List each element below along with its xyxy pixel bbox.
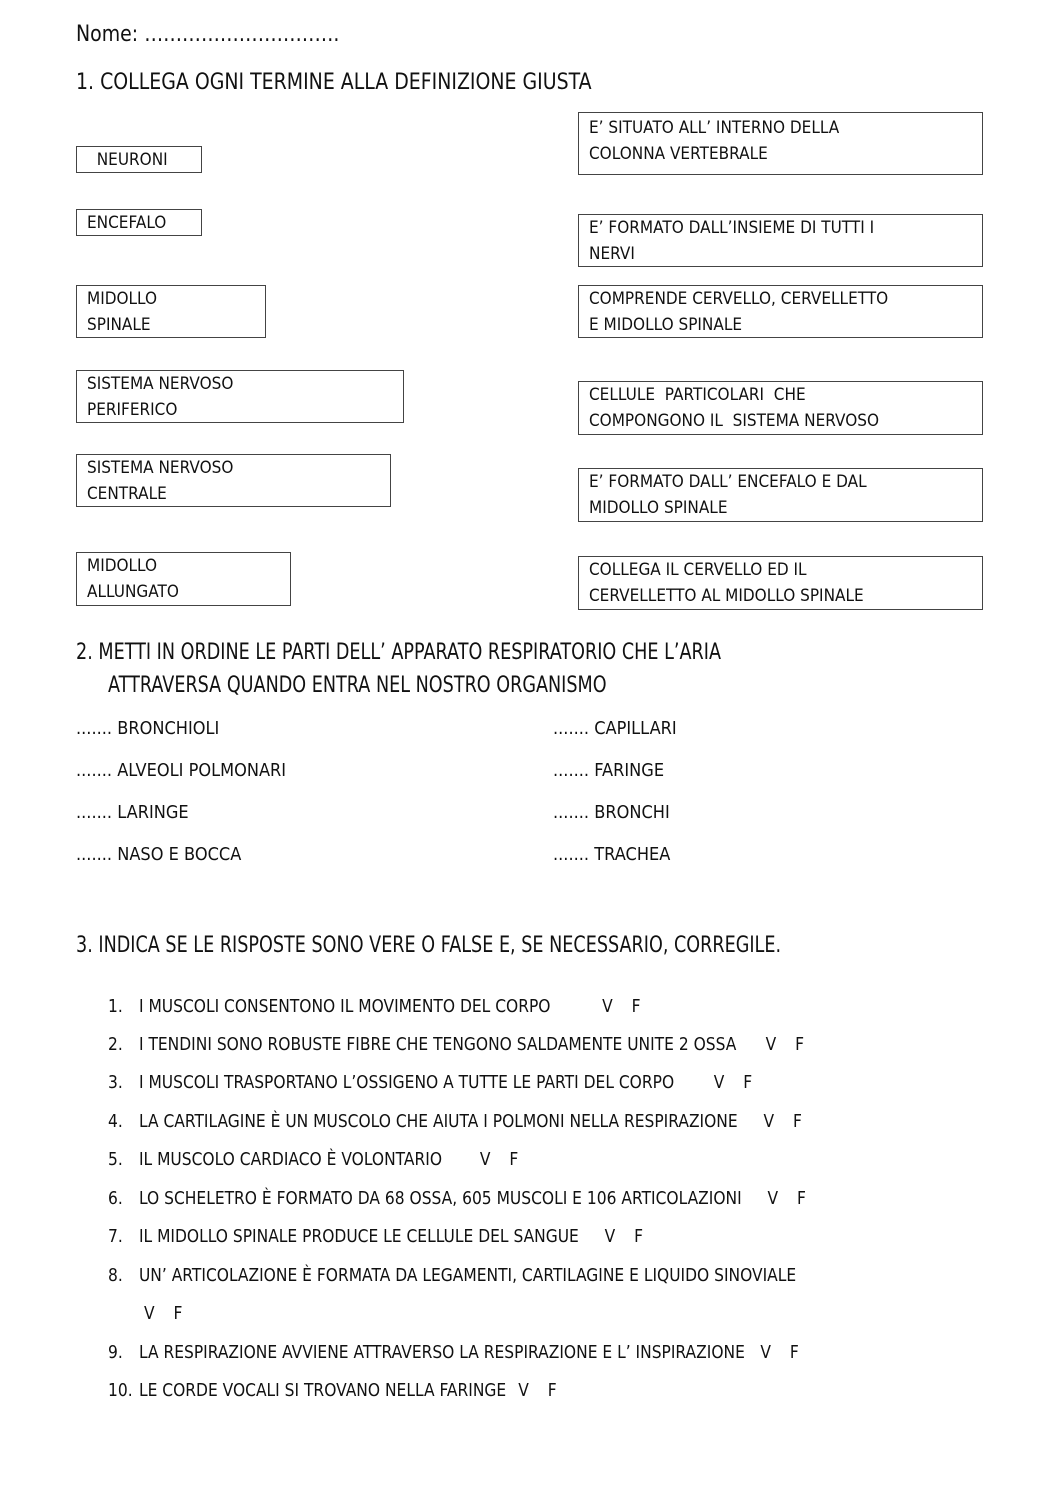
true-option[interactable]: V	[765, 1034, 777, 1055]
true-option[interactable]: V	[479, 1149, 491, 1170]
true-false-item	[108, 1111, 802, 1132]
true-option[interactable]: V	[760, 1342, 771, 1363]
true-false-item	[108, 1072, 752, 1093]
term-box-midollo-spinale[interactable]	[76, 285, 266, 338]
true-false-item	[108, 1226, 643, 1247]
true-false-item	[108, 1265, 796, 1286]
false-option[interactable]: F	[173, 1303, 183, 1324]
order-label: ALVEOLI POLMONARI	[117, 760, 287, 781]
true-false-item	[108, 1034, 804, 1055]
vf-choices	[605, 1226, 643, 1247]
section3-title: 3. INDICA SE LE RISPOSTE SONO VERE O FALSE E, SE NECESSARIO, CORREGILE.	[76, 933, 782, 958]
definition-box-1[interactable]	[578, 112, 983, 175]
order-blank[interactable]: .......	[553, 844, 590, 865]
definition-text: E’ FORMATO DALL’ ENCEFALO E DAL	[589, 472, 867, 492]
true-option[interactable]: V	[518, 1380, 529, 1401]
item-statement: I MUSCOLI CONSENTONO IL MOVIMENTO DEL CORPO	[138, 996, 551, 1017]
order-blank[interactable]: .......	[76, 718, 113, 739]
item-statement: LE CORDE VOCALI SI TROVANO NELLA FARINGE	[138, 1380, 507, 1401]
vf-choices	[480, 1149, 518, 1170]
item-statement: LA RESPIRAZIONE AVVIENE ATTRAVERSO LA RESPIRAZIONE E L’ INSPIRAZIONE	[138, 1342, 745, 1363]
vf-choices	[602, 996, 640, 1017]
vf-choices	[144, 1303, 182, 1324]
false-option[interactable]: F	[509, 1149, 519, 1170]
term-box-encefalo[interactable]	[76, 209, 202, 236]
item-number: 3.	[108, 1072, 123, 1093]
item-statement: UN’ ARTICOLAZIONE È FORMATA DA LEGAMENTI, CARTILAGINE E LIQUIDO SINOVIALE	[138, 1265, 797, 1286]
order-blank[interactable]: .......	[76, 760, 113, 781]
item-number: 6.	[108, 1188, 123, 1209]
definition-text: CELLULE PARTICOLARI CHE	[589, 385, 806, 405]
order-label: LARINGE	[117, 802, 189, 823]
term-box-snc[interactable]	[76, 454, 391, 507]
order-blank[interactable]: .......	[553, 802, 590, 823]
false-option[interactable]: F	[796, 1188, 806, 1209]
true-option[interactable]: V	[602, 996, 613, 1017]
item-statement: I MUSCOLI TRASPORTANO L’OSSIGENO A TUTTE LE PARTI DEL CORPO	[138, 1072, 675, 1093]
false-option[interactable]: F	[631, 996, 641, 1017]
definition-text: E MIDOLLO SPINALE	[589, 315, 743, 335]
term-text: MIDOLLO	[87, 289, 158, 309]
order-blank[interactable]: .......	[553, 718, 590, 739]
item-number: 7.	[108, 1226, 123, 1247]
order-label: BRONCHIOLI	[117, 718, 220, 739]
term-text: NEURONI	[87, 150, 168, 170]
term-box-snp[interactable]	[76, 370, 404, 423]
item-number: 2.	[108, 1034, 123, 1055]
definition-box-5[interactable]	[578, 468, 983, 522]
vf-choices	[763, 1111, 801, 1132]
true-option[interactable]: V	[767, 1188, 779, 1209]
order-item-right	[553, 718, 677, 739]
vf-choices	[518, 1380, 556, 1401]
definition-text: MIDOLLO SPINALE	[589, 498, 728, 518]
definition-text: NERVI	[589, 244, 635, 264]
order-blank[interactable]: .......	[76, 844, 113, 865]
definition-text: E’ SITUATO ALL’ INTERNO DELLA	[589, 118, 840, 138]
vf-choices	[767, 1188, 805, 1209]
term-text: CENTRALE	[87, 484, 167, 504]
order-item-right	[553, 844, 670, 865]
true-false-item	[108, 1188, 806, 1209]
order-item-left	[76, 718, 219, 739]
definition-text: COMPRENDE CERVELLO, CERVELLETTO	[589, 289, 889, 309]
true-option[interactable]: V	[763, 1111, 775, 1132]
section2-title-line1: 2. METTI IN ORDINE LE PARTI DELL’ APPARATO RESPIRATORIO CHE L’ARIA	[76, 640, 722, 665]
term-text: SISTEMA NERVOSO	[87, 374, 234, 394]
item-statement: LO SCHELETRO È FORMATO DA 68 OSSA, 605 MUSCOLI E 106 ARTICOLAZIONI	[138, 1188, 742, 1209]
item-statement: IL MIDOLLO SPINALE PRODUCE LE CELLULE DEL SANGUE	[138, 1226, 579, 1247]
definition-box-3[interactable]	[578, 285, 983, 338]
true-option[interactable]: V	[144, 1303, 155, 1324]
true-false-item	[108, 996, 641, 1017]
item-number: 5.	[108, 1149, 123, 1170]
item-number: 1.	[108, 996, 123, 1017]
item-number: 8.	[108, 1265, 123, 1286]
section2-title-line2: ATTRAVERSA QUANDO ENTRA NEL NOSTRO ORGANISMO	[108, 673, 607, 698]
vf-choices	[766, 1034, 804, 1055]
name-field[interactable]: Nome: ………………………….	[76, 22, 340, 47]
false-option[interactable]: F	[792, 1111, 802, 1132]
true-option[interactable]: V	[604, 1226, 616, 1247]
order-label: FARINGE	[594, 760, 665, 781]
item-number: 4.	[108, 1111, 123, 1132]
item-number: 10.	[108, 1380, 133, 1401]
term-text: ENCEFALO	[87, 213, 167, 233]
true-false-item	[108, 1342, 799, 1363]
item-statement: IL MUSCOLO CARDIACO È VOLONTARIO	[138, 1149, 443, 1170]
order-blank[interactable]: .......	[553, 760, 590, 781]
item-statement: I TENDINI SONO ROBUSTE FIBRE CHE TENGONO SALDAMENTE UNITE 2 OSSA	[138, 1034, 737, 1055]
order-label: CAPILLARI	[594, 718, 677, 739]
order-item-right	[553, 760, 664, 781]
true-false-item	[108, 1380, 557, 1401]
vf-wrap-line	[144, 1303, 182, 1324]
term-text: SISTEMA NERVOSO	[87, 458, 234, 478]
term-text: PERIFERICO	[87, 400, 178, 420]
definition-text: COLLEGA IL CERVELLO ED IL	[589, 560, 807, 580]
term-text: SPINALE	[87, 315, 151, 335]
order-label: BRONCHI	[594, 802, 670, 823]
false-option[interactable]: F	[743, 1072, 753, 1093]
definition-text: CERVELLETTO AL MIDOLLO SPINALE	[589, 586, 864, 606]
vf-choices	[760, 1342, 798, 1363]
true-option[interactable]: V	[713, 1072, 725, 1093]
order-label: NASO E BOCCA	[117, 844, 242, 865]
definition-text: COLONNA VERTEBRALE	[589, 144, 768, 164]
order-item-left	[76, 760, 286, 781]
section1-title: 1. COLLEGA OGNI TERMINE ALLA DEFINIZIONE GIUSTA	[76, 70, 592, 95]
term-text: MIDOLLO	[87, 556, 158, 576]
term-box-neuroni[interactable]	[76, 146, 202, 173]
order-item-right	[553, 802, 670, 823]
definition-box-2[interactable]	[578, 214, 983, 267]
definition-text: E’ FORMATO DALL’INSIEME DI TUTTI I	[589, 218, 875, 238]
true-false-item	[108, 1149, 518, 1170]
term-text: ALLUNGATO	[87, 582, 179, 602]
vf-choices	[714, 1072, 752, 1093]
item-number: 9.	[108, 1342, 123, 1363]
false-option[interactable]: F	[634, 1226, 644, 1247]
order-blank[interactable]: .......	[76, 802, 113, 823]
false-option[interactable]: F	[795, 1034, 804, 1055]
order-label: TRACHEA	[594, 844, 671, 865]
false-option[interactable]: F	[789, 1342, 799, 1363]
item-statement: LA CARTILAGINE È UN MUSCOLO CHE AIUTA I POLMONI NELLA RESPIRAZIONE	[138, 1111, 738, 1132]
false-option[interactable]: F	[547, 1380, 557, 1401]
definition-text: COMPONGONO IL SISTEMA NERVOSO	[589, 411, 880, 431]
term-box-midollo-allungato[interactable]	[76, 552, 291, 606]
definition-box-6[interactable]	[578, 556, 983, 610]
definition-box-4[interactable]	[578, 381, 983, 435]
order-item-left	[76, 844, 241, 865]
order-item-left	[76, 802, 189, 823]
